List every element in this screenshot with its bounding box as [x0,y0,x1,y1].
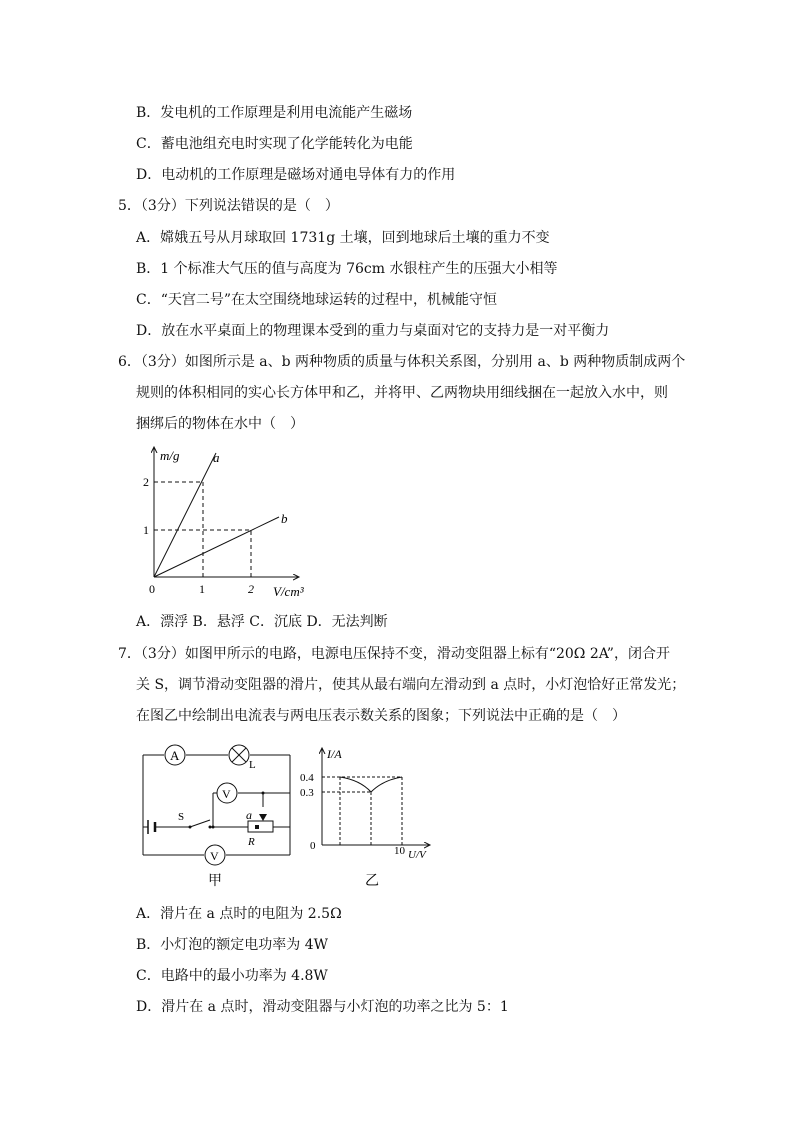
iu-origin: 0 [310,840,316,852]
y-tick-2: 2 [143,475,149,489]
q5-stem: 5．（3分）下列说法错误的是（ ） [118,198,339,214]
junction-dot [212,826,215,829]
mass-volume-graph [135,443,315,603]
iu-caption: 乙 [365,874,379,889]
slider-point-label: a [246,808,252,822]
origin-label: 0 [149,582,155,596]
q5-option-b: B．1 个标准大气压的值与高度为 76cm 水银柱产生的压强大小相等 [136,261,558,277]
iu-ytick-high: 0.4 [300,772,314,784]
q7-option-b: B．小灯泡的额定电功率为 4W [136,937,329,953]
graph-ylabel: m/g [160,448,180,463]
slider-contact [255,825,259,829]
q4-option-d: D．电动机的工作原理是磁场对通电导体有力的作用 [136,167,456,183]
q7-stem-line3: 在图乙中绘制出电流表与两电压表示数关系的图象；下列说法中正确的是（ ） [136,708,626,724]
q4-option-c: C．蓄电池组充电时实现了化学能转化为电能 [136,136,413,152]
resistor-label: R [248,836,255,848]
circuit-caption: 甲 [208,874,222,889]
iu-xtick: 10 [394,845,405,857]
line-b-label: b [281,511,288,526]
line-b [154,517,279,577]
ammeter-label: A [170,748,180,763]
q5-option-a: A．嫦娥五号从月球取回 1731g 土壤，回到地球后土壤的重力不变 [136,230,550,246]
curve-left [340,777,371,792]
q7-stem-line1: 7．（3分）如图甲所示的电路，电源电压保持不变，滑动变阻器上标有“20Ω 2A”，闭合开 [118,646,670,662]
switch-contact [209,826,212,829]
circuit-diagram [138,740,298,890]
q4-option-b: B．发电机的工作原理是利用电流能产生磁场 [136,105,413,121]
voltmeter1-label: V [222,787,231,801]
current-voltage-graph [300,740,445,890]
q7-option-a: A．滑片在 a 点时的电阻为 2.5Ω [136,906,342,922]
q5-option-c: C．“天宫二号”在太空围绕地球运转的过程中，机械能守恒 [136,292,498,308]
q6-options: A．漂浮 B．悬浮 C．沉底 D．无法判断 [136,614,388,630]
switch-label: S [178,811,185,823]
iu-ylabel: I/A [327,747,342,761]
switch-contact [189,826,192,829]
iu-ytick-low: 0.3 [300,787,314,799]
curve-right [371,777,402,792]
q5-option-d: D．放在水平桌面上的物理课本受到的重力与桌面对它的支持力是一对平衡力 [136,323,610,339]
x-tick-1: 1 [199,582,205,596]
resistor [248,821,273,832]
junction-dot [262,792,265,795]
graph-xlabel: V/cm³ [273,584,304,599]
line-a [154,453,216,577]
iu-xlabel: U/V [408,849,426,861]
q7-option-d: D．滑片在 a 点时，滑动变阻器与小灯泡的功率之比为 5：1 [136,999,509,1015]
q7-stem-line2: 关 S，调节滑动变阻器的滑片，使其从最右端向左滑动到 a 点时，小灯泡恰好正常发光； [136,677,686,693]
x-tick-2: 2 [248,582,254,596]
line-a-label: a [213,450,220,465]
voltmeter2-label: V [210,849,219,863]
q6-stem-line1: 6．（3分）如图所示是 a、b 两种物质的质量与体积关系图，分别用 a、b 两种物质制成两个 [118,354,686,370]
q7-option-c: C．电路中的最小功率为 4.8W [136,968,328,984]
slider-arrow [259,814,267,821]
q6-stem-line3: 捆绑后的物体在水中（ ） [136,416,304,432]
y-tick-1: 1 [143,523,149,537]
q6-stem-line2: 规则的体积相同的实心长方体甲和乙，并将甲、乙两物块用细线捆在一起放入水中，则 [136,385,668,401]
lamp-label: L [249,759,256,771]
